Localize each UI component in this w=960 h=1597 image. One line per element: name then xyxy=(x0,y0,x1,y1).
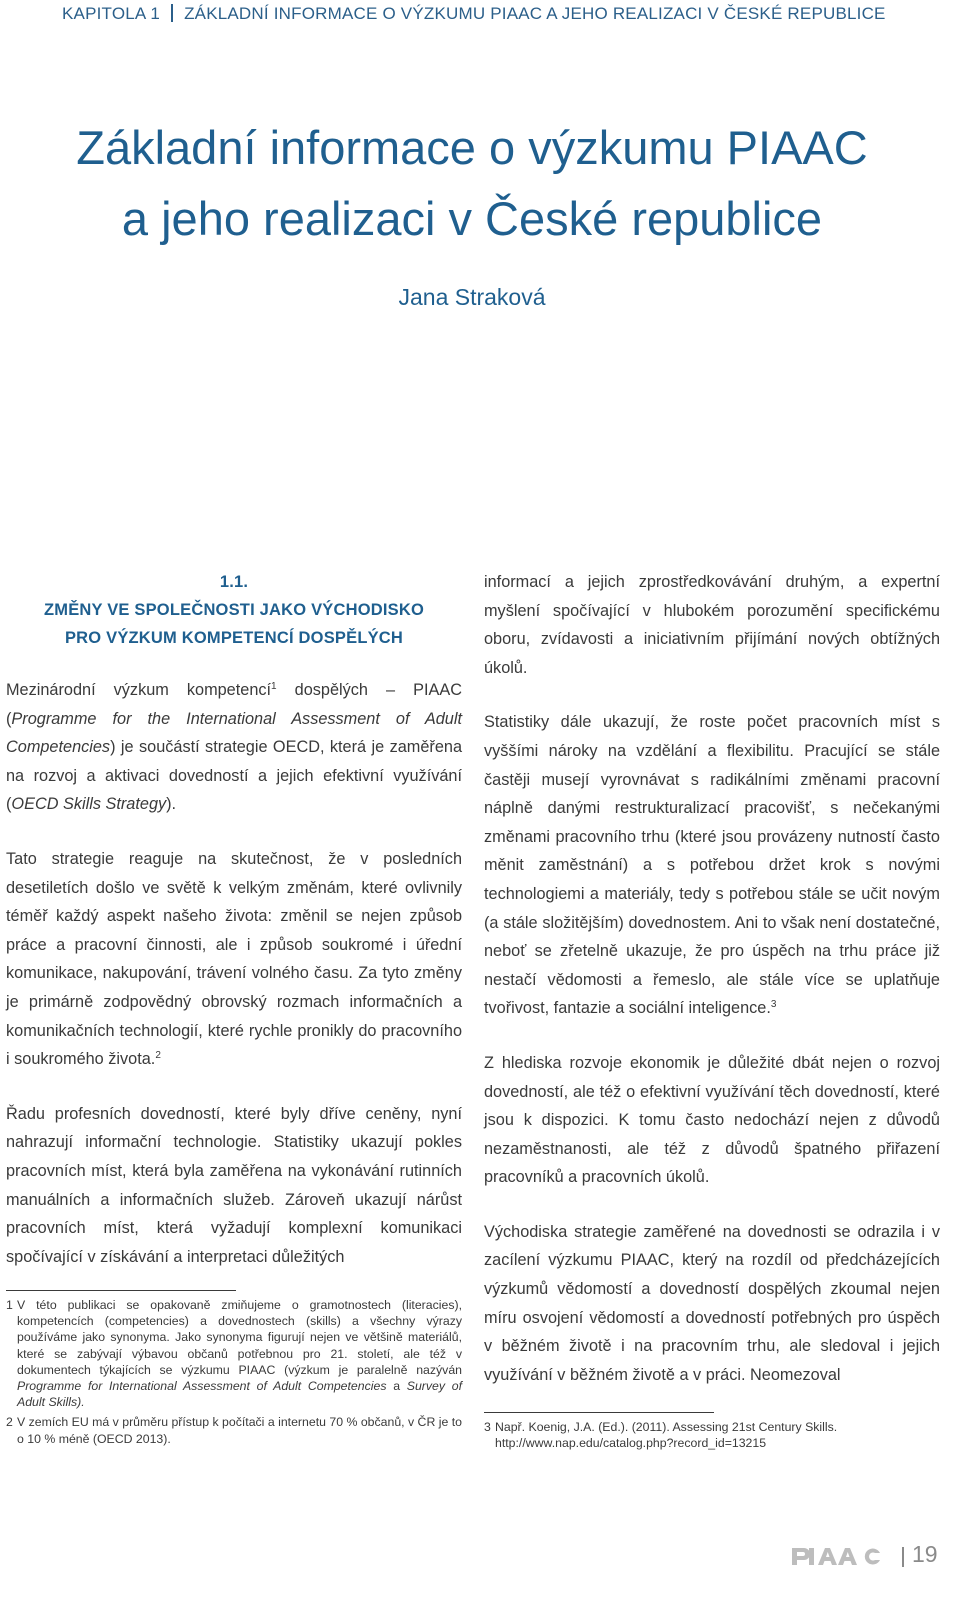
footnote-number: 2 xyxy=(6,1415,13,1430)
running-head-separator xyxy=(171,4,173,22)
footnotes-left xyxy=(6,1290,462,1447)
footnote-ref-2[interactable]: 2 xyxy=(155,1050,161,1062)
footnotes-right xyxy=(484,1412,940,1451)
section-heading-text1: ZMĚNY VE SPOLEČNOSTI JAKO VÝCHODISKO xyxy=(43,601,425,619)
footnote-1 xyxy=(6,1297,462,1410)
running-head xyxy=(62,4,942,24)
section-number: 1.1. xyxy=(219,573,249,591)
footnote-rule xyxy=(484,1412,714,1413)
page-title-line1: Základní informace o výzkumu PIAAC xyxy=(76,121,868,174)
running-head-chapter: KAPITOLA 1 xyxy=(62,4,161,23)
left-p1-text-b: dospělých – PIAAC ( xyxy=(6,681,462,728)
footnote-text: V zemích EU má v průměru přístup k počítači a internetu 70 % občanů, v ČR je to o 10 % méně (OECD 2013). xyxy=(17,1415,462,1446)
footnote-3-line1: Např. Koenig, J.A. (Ed.). (2011). Assessing 21st Century Skills. xyxy=(495,1420,838,1434)
right-p2-text: Statistiky dále ukazují, že roste počet pracovních míst s vyššími nároky na vzdělání a flexibilitu. Pracující se stále častěji musejí vyrovnávat s radikálními změnami pracovní náplně danými restrukturalizací pracovišť, s nečekanými změnami pracovního trhu (které jsou provázeny nutností často měnit zaměstnání) a s potřebou držet krok s novými technologiemi a materiály, tedy s potřebou stále se učit novým (a stále složitějším) dovednostem. Ani to však není dostatečné, neboť se zřetelně ukazuje, že pro úspěch na trhu práce již nestačí vědomosti a řemeslo, ale stále více se uplatňuje tvořivost, fantazie a sociální inteligence. xyxy=(484,713,940,1018)
footnote-rule xyxy=(6,1290,236,1291)
left-p2-text: Tato strategie reaguje na skutečnost, že v posledních desetiletích došlo ve světě k velkým změnám, které ovlivnily téměř každý aspekt našeho života: změnil se nejen způsob práce a pracovní činnosti, ale i způsob soukromé i úřední komunikace, nakupování, trávení volného času. Za tyto změny je primárně zodpovědný obrovský rozmach informačních a komunikačních technologií, které rychle pronikly do pracovního i soukromého života. xyxy=(6,849,462,1069)
right-paragraph-1: informací a jejich zprostředkovávání druhým, a expertní myšlení spočívající v hlubokém porozumění specifickému oboru, zvídavosti a iniciativním přijímání nových obtížných úkolů. xyxy=(484,573,940,677)
footnote-3-link[interactable]: http://www.nap.edu/catalog.php?record_id=13215 xyxy=(495,1436,767,1451)
left-column xyxy=(6,568,462,1271)
left-p1-text-c: ) je součástí strategie OECD, která je zaměřena na rozvoj a aktivaci dovedností a jejich efektivní využívání ( xyxy=(6,738,462,814)
section-heading-line1 xyxy=(6,568,462,624)
footnote-3 xyxy=(484,1419,940,1451)
footnote-number: 3 xyxy=(484,1420,491,1434)
right-paragraph-3: Z hlediska rozvoje ekonomik je důležité dbát nejen o rozvoj dovedností, ale též o efektivní využívání těch dovedností, které jsou k dispozici. K tomu často nedochází nejen z důvodů nezaměstnanosti, ale též z důvodů špatného přiřazení pracovníků a pracovních úkolů. xyxy=(484,1053,940,1187)
left-paragraph-2 xyxy=(6,845,462,1074)
page-title-line2: a jeho realizaci v České republice xyxy=(121,192,823,245)
footnote-ref-1[interactable]: 1 xyxy=(271,681,277,692)
right-paragraph-2 xyxy=(484,708,940,1023)
piaac-logo xyxy=(790,1545,882,1567)
right-column xyxy=(484,568,940,1389)
footnote-2 xyxy=(6,1414,462,1446)
footnote-1-italic: Programme for International Assessment of Adult Competencies xyxy=(17,1379,387,1394)
footnote-text xyxy=(17,1297,462,1410)
left-paragraph-1 xyxy=(6,676,462,819)
page-title xyxy=(0,112,944,254)
footnote-ref-3[interactable]: 3 xyxy=(770,999,777,1011)
footnote-1-text-b: a xyxy=(386,1379,407,1394)
footnote-1-text-a: V této publikaci se opakovaně zmiňujeme o gramotnostech (literacies), kompetencích (competencies) a dovednostech (skills) a všechny výrazy používáme jako synonyma. Jako synonyma figurují nejen ve většině materiálů, které se zabývají výbavou občanů potřebnou pro 21. století, ale též v dokumentech týkajících se výzkumu PIAAC (výzkum je paralelně nazýván xyxy=(17,1298,462,1377)
left-paragraph-3: Řadu profesních dovedností, které byly dříve ceněny, nyní nahrazují informační technologie. Statistiky ukazují pokles pracovních míst, která byla zaměřena na vykonávání rutinních manuálních a informačních služeb. Zároveň ukazují nárůst pracovních míst, která vyžadují komplexní komunikaci spočívající v získávání a interpretaci důležitých xyxy=(6,1104,462,1266)
footnote-number: 1 xyxy=(6,1298,13,1312)
running-head-title: ZÁKLADNÍ INFORMACE O VÝZKUMU PIAAC A JEHO REALIZACI V ČESKÉ REPUBLICE xyxy=(184,4,886,23)
footnote-text xyxy=(495,1419,940,1451)
section-heading-line2: PRO VÝZKUM KOMPETENCÍ DOSPĚLÝCH xyxy=(64,629,404,647)
section-heading xyxy=(6,568,462,652)
footnote-1-italic-2: Survey of Adult Skills). xyxy=(17,1379,462,1410)
left-p1-italic-2: OECD Skills Strategy xyxy=(11,795,167,814)
left-p1-text-d: ). xyxy=(166,795,177,814)
left-p1-text-a: Mezinárodní výzkum kompetencí xyxy=(6,681,272,699)
right-paragraph-4: Východiska strategie zaměřené na dovednosti se odrazila i v zacílení výzkumu PIAAC, který na rozdíl od předcházejících výzkumů vědomostí a dovedností dospělých zkoumal nejen míru osvojení vědomostí a dovedností potřebných pro úspěch v běžném životě i na pracovním trhu, ale sledoval i jejich využívání v běžném životě a v práci. Neomezoval xyxy=(484,1222,940,1384)
author-name: Jana Straková xyxy=(398,284,546,310)
left-p1-italic-1: Programme for the International Assessment of Adult Competencies xyxy=(6,709,462,757)
footer-separator xyxy=(902,1547,904,1567)
page-number: 19 xyxy=(912,1541,938,1567)
